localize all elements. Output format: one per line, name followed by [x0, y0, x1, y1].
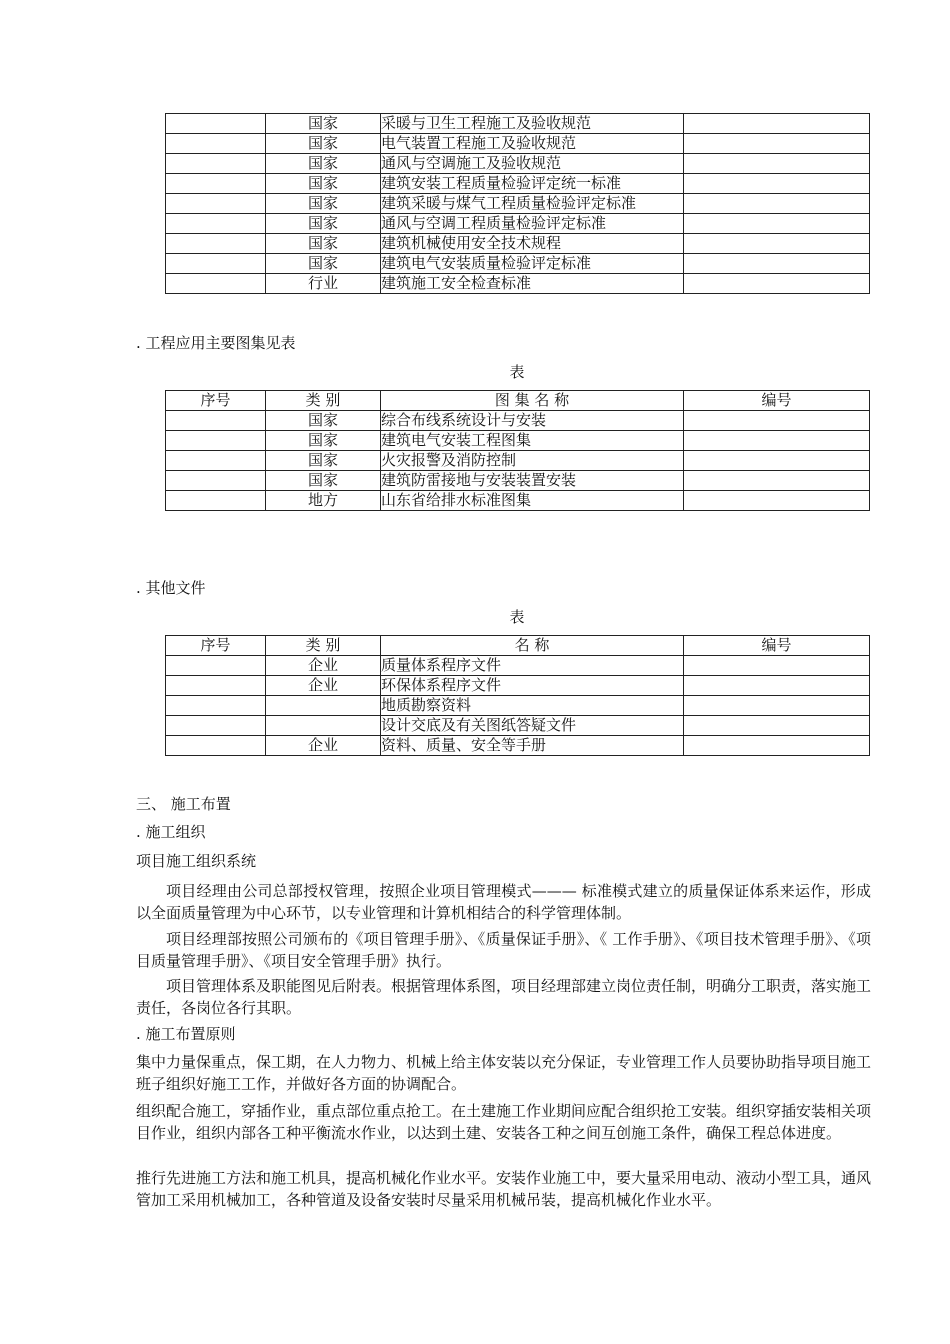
cell-no — [166, 716, 266, 736]
cell-code — [684, 451, 870, 471]
cell-name: 电气装置工程施工及验收规范 — [381, 134, 684, 154]
table-header-row — [166, 391, 870, 411]
header-no: 序号 — [166, 636, 266, 656]
table-row — [166, 676, 870, 696]
cell-name: 建筑采暖与煤气工程质量检验评定标准 — [381, 194, 684, 214]
table-row — [166, 656, 870, 676]
cell-no — [166, 491, 266, 511]
cell-category: 国家 — [266, 174, 381, 194]
cell-category: 企业 — [266, 656, 381, 676]
cell-no — [166, 274, 266, 294]
table-row — [166, 471, 870, 491]
cell-code — [684, 471, 870, 491]
cell-name: 通风与空调工程质量检验评定标准 — [381, 214, 684, 234]
cell-name: 资料、质量、安全等手册 — [381, 736, 684, 756]
cell-name: 建筑施工安全检查标准 — [381, 274, 684, 294]
cell-no — [166, 431, 266, 451]
cell-category: 国家 — [266, 114, 381, 134]
cell-code — [684, 134, 870, 154]
subsection-construction-organization: . 施工组织 — [136, 823, 206, 841]
cell-no — [166, 174, 266, 194]
cell-category: 国家 — [266, 214, 381, 234]
cell-code — [684, 431, 870, 451]
table-row — [166, 194, 870, 214]
table-header-row — [166, 636, 870, 656]
cell-no — [166, 134, 266, 154]
cell-no — [166, 451, 266, 471]
cell-code — [684, 214, 870, 234]
section-3-heading: 三、 施工布置 — [136, 795, 231, 813]
table-row — [166, 451, 870, 471]
atlas-table — [165, 390, 870, 511]
cell-no — [166, 736, 266, 756]
cell-code — [684, 411, 870, 431]
cell-no — [166, 114, 266, 134]
cell-code — [684, 114, 870, 134]
table-row — [166, 154, 870, 174]
section-heading-other: . 其他文件 — [136, 579, 206, 597]
cell-name: 建筑防雷接地与安装装置安装 — [381, 471, 684, 491]
paragraph-5: 组织配合施工，穿插作业，重点部位重点抢工。在土建施工作业期间应配合组织抢工安装。组织穿插安装相关项目作业，组织内部各工种平衡流水作业，以达到土建、安装各工种之间互创施工条件，确保工程总体进度。 — [136, 1102, 872, 1142]
table-row — [166, 716, 870, 736]
header-name: 名 称 — [381, 636, 684, 656]
cell-name: 建筑电气安装质量检验评定标准 — [381, 254, 684, 274]
cell-name: 设计交底及有关图纸答疑文件 — [381, 716, 684, 736]
table-row — [166, 736, 870, 756]
cell-category — [266, 716, 381, 736]
cell-name: 地质勘察资料 — [381, 696, 684, 716]
cell-no — [166, 696, 266, 716]
header-category: 类 别 — [266, 636, 381, 656]
cell-code — [684, 234, 870, 254]
cell-no — [166, 411, 266, 431]
table-row — [166, 696, 870, 716]
other-documents-table — [165, 635, 870, 756]
cell-code — [684, 696, 870, 716]
cell-no — [166, 656, 266, 676]
cell-code — [684, 254, 870, 274]
table-caption-atlas: 表 — [509, 363, 525, 381]
header-code: 编号 — [684, 636, 870, 656]
cell-name: 火灾报警及消防控制 — [381, 451, 684, 471]
paragraph-3: 项目管理体系及职能图见后附表。根据管理体系图，项目经理部建立岗位责任制，明确分工职责，落实施工责任，各岗位各行其职。 — [136, 977, 872, 1017]
subsection-org-system: 项目施工组织系统 — [136, 852, 257, 870]
standards-table — [165, 113, 870, 294]
paragraph-4: 集中力量保重点，保工期，在人力物力、机械上给主体安装以充分保证，专业管理工作人员要协助指导项目施工班子组织好施工工作，并做好各方面的协调配合。 — [136, 1053, 872, 1093]
cell-code — [684, 491, 870, 511]
cell-code — [684, 716, 870, 736]
table-row — [166, 214, 870, 234]
table-row — [166, 114, 870, 134]
cell-no — [166, 194, 266, 214]
cell-category: 企业 — [266, 676, 381, 696]
cell-code — [684, 154, 870, 174]
cell-code — [684, 676, 870, 696]
cell-no — [166, 234, 266, 254]
cell-no — [166, 154, 266, 174]
cell-name: 综合布线系统设计与安装 — [381, 411, 684, 431]
cell-code — [684, 656, 870, 676]
table-row — [166, 134, 870, 154]
table-row — [166, 411, 870, 431]
cell-name: 建筑机械使用安全技术规程 — [381, 234, 684, 254]
cell-category: 国家 — [266, 451, 381, 471]
cell-name: 建筑电气安装工程图集 — [381, 431, 684, 451]
subsection-layout-principles: . 施工布置原则 — [136, 1025, 236, 1043]
paragraph-2: 项目经理部按照公司颁布的《项目管理手册》、《质量保证手册》、《 工作手册》、《项目技术管理手册》、《项目质量管理手册》、《项目安全管理手册》执行。 — [136, 930, 871, 970]
cell-name: 质量体系程序文件 — [381, 656, 684, 676]
cell-category: 国家 — [266, 194, 381, 214]
cell-no — [166, 471, 266, 491]
cell-category: 国家 — [266, 254, 381, 274]
cell-name: 建筑安装工程质量检验评定统一标准 — [381, 174, 684, 194]
table-row — [166, 431, 870, 451]
section-heading-atlas: . 工程应用主要图集见表 — [136, 334, 296, 352]
paragraph-1: 项目经理由公司总部授权管理，按照企业项目管理模式——— 标准模式建立的质量保证体系来运作，形成以全面质量管理为中心环节，以专业管理和计算机相结合的科学管理体制。 — [136, 882, 871, 922]
header-no: 序号 — [166, 391, 266, 411]
cell-category: 行业 — [266, 274, 381, 294]
cell-category: 国家 — [266, 471, 381, 491]
cell-name: 通风与空调施工及验收规范 — [381, 154, 684, 174]
header-category: 类 别 — [266, 391, 381, 411]
cell-no — [166, 214, 266, 234]
cell-category — [266, 696, 381, 716]
table-row — [166, 254, 870, 274]
cell-name: 山东省给排水标准图集 — [381, 491, 684, 511]
cell-no — [166, 676, 266, 696]
header-code: 编号 — [684, 391, 870, 411]
cell-category: 企业 — [266, 736, 381, 756]
table-row — [166, 234, 870, 254]
cell-name: 采暖与卫生工程施工及验收规范 — [381, 114, 684, 134]
paragraph-6: 推行先进施工方法和施工机具，提高机械化作业水平。安装作业施工中，要大量采用电动、液动小型工具，通风管加工采用机械加工，各种管道及设备安装时尽量采用机械吊装，提高机械化作业水平。 — [136, 1169, 872, 1209]
cell-category: 地方 — [266, 491, 381, 511]
cell-category: 国家 — [266, 154, 381, 174]
cell-code — [684, 736, 870, 756]
cell-code — [684, 274, 870, 294]
cell-code — [684, 194, 870, 214]
cell-no — [166, 254, 266, 274]
header-name: 图 集 名 称 — [381, 391, 684, 411]
table-row — [166, 491, 870, 511]
table-row — [166, 274, 870, 294]
table-caption-other: 表 — [509, 608, 525, 626]
cell-code — [684, 174, 870, 194]
table-row — [166, 174, 870, 194]
cell-category: 国家 — [266, 234, 381, 254]
cell-category: 国家 — [266, 134, 381, 154]
cell-name: 环保体系程序文件 — [381, 676, 684, 696]
cell-category: 国家 — [266, 411, 381, 431]
cell-category: 国家 — [266, 431, 381, 451]
